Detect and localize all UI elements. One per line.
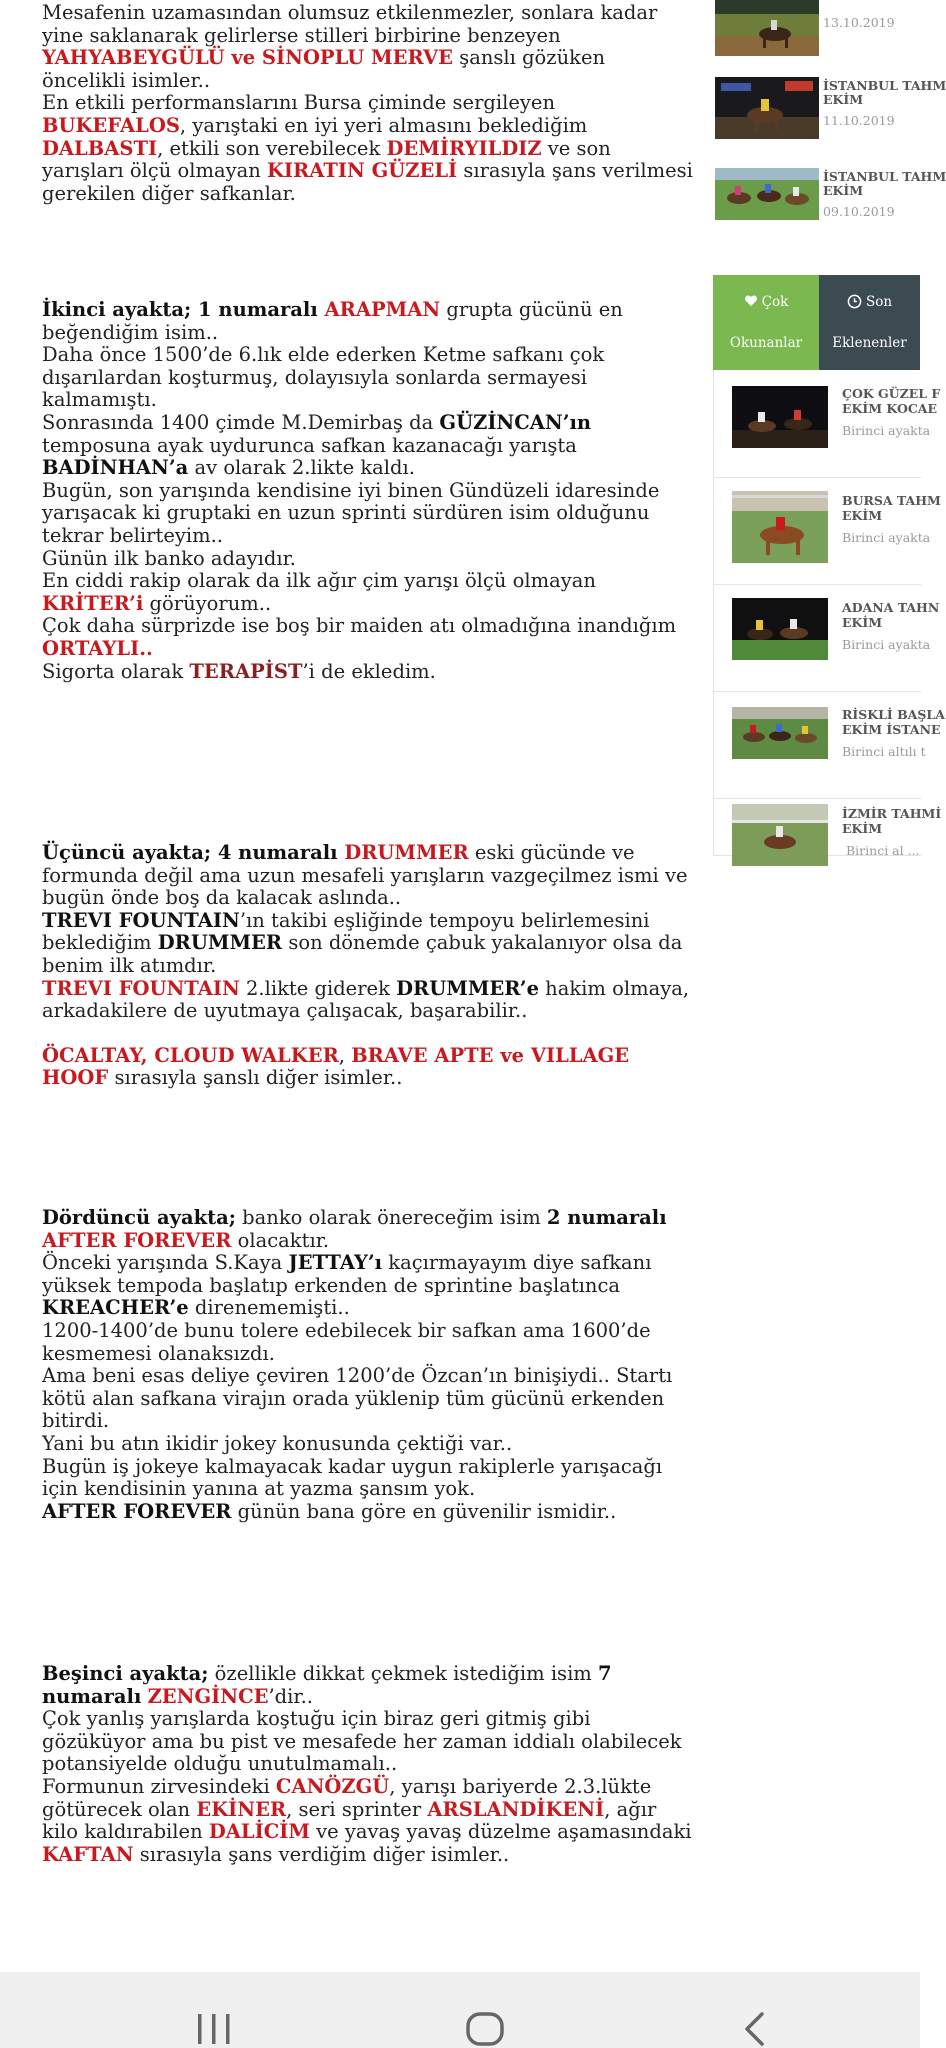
paragraph: Ama beni esas deliye çeviren 1200’de Özcan’ın binişiydi.. Startı kötü alan safkana virajın orada yüklenip tüm gücünü erkenden bitirdi. bbox=[42, 1364, 673, 1433]
horse-name: TREVI FOUNTAIN bbox=[42, 976, 240, 1000]
horse-name: BUKEFALOS bbox=[42, 113, 180, 137]
news-date: 11.10.2019 bbox=[823, 113, 895, 128]
news-date: 13.10.2019 bbox=[823, 15, 895, 30]
paragraph: Yani bu atın ikidir jokey konusunda çektiği var.. bbox=[42, 1431, 513, 1455]
tab-latest[interactable] bbox=[819, 275, 920, 370]
horse-name: ZENGİNCE bbox=[147, 1684, 269, 1708]
leg-4-section bbox=[42, 1207, 694, 1523]
leg-5-section bbox=[42, 1663, 694, 1866]
list-summary: Birinci ayakta bbox=[842, 423, 931, 438]
horse-name: DRUMMER bbox=[344, 841, 469, 864]
popular-list bbox=[713, 370, 945, 858]
list-item[interactable] bbox=[714, 798, 942, 858]
horse-name: ORTAYLI.. bbox=[42, 636, 153, 660]
paragraph: Çok daha sürprizde ise boş bir maiden atı olmadığına inandığım ORTAYLI.. bbox=[42, 614, 677, 660]
back-icon[interactable] bbox=[742, 2012, 766, 2046]
news-title[interactable]: İSTANBUL TAHM EKİM bbox=[823, 169, 946, 198]
list-thumbnail[interactable] bbox=[732, 598, 828, 660]
tab-latest-label-2: Eklenenler bbox=[832, 335, 907, 351]
horse-name: CANÖZGÜ bbox=[275, 1774, 390, 1798]
paragraph: Dördüncü ayakta; banko olarak önereceğim isim 2 numaralı AFTER FOREVER olacaktır. bbox=[42, 1206, 667, 1252]
paragraph: ÖCALTAY, CLOUD WALKER, BRAVE APTE ve VILLAGE HOOF sırasıyla şanslı diğer isimler.. bbox=[42, 1043, 630, 1090]
tab-most-read-label: Çok bbox=[761, 294, 789, 310]
horse-name: ARSLANDİKENİ bbox=[427, 1797, 605, 1821]
horse-name: AFTER FOREVER bbox=[42, 1228, 232, 1252]
sidebar-news-item[interactable] bbox=[713, 77, 946, 147]
list-thumbnail[interactable] bbox=[732, 386, 828, 448]
list-thumbnail[interactable] bbox=[732, 491, 828, 563]
tab-most-read[interactable] bbox=[713, 275, 819, 370]
list-item[interactable] bbox=[714, 691, 945, 799]
leg-3-section bbox=[42, 842, 694, 1090]
horse-name: ÖCALTAY, CLOUD WALKER bbox=[42, 1043, 339, 1067]
horse-name: DEMİRYILDIZ bbox=[386, 136, 542, 160]
paragraph: Çok yanlış yarışlarda koştuğu için biraz geri gitmiş gibi gözüküyor ama bu pist ve mesafede her zaman iddialı olabilecek potansiyelde olduğu unutulmamalı.. bbox=[42, 1707, 682, 1776]
sidebar-news-item[interactable] bbox=[713, 0, 920, 70]
paragraph: Sigorta olarak TERAPİST’i de ekledim. bbox=[42, 659, 436, 683]
paragraph: Önceki yarışında S.Kaya JETTAY’ı kaçırmayayım diye safkanı yüksek tempoda başlatıp erkenden de sprintine başlatınca KREACHER’e direnememişti.. bbox=[42, 1251, 652, 1320]
news-thumbnail[interactable] bbox=[715, 0, 819, 56]
horse-name: KAFTAN bbox=[42, 1842, 134, 1866]
paragraph: Üçüncü ayakta; 4 numaralı DRUMMER eski gücünde ve formunda değil ama uzun mesafeli yarışların vazgeçilmez ismi ve bugün önde boş da kalacak aslında.. bbox=[42, 841, 688, 910]
leg-2-section bbox=[42, 299, 694, 683]
tab-most-read-label-2: Okunanlar bbox=[729, 335, 803, 351]
paragraph: İkinci ayakta; 1 numaralı ARAPMAN grupta gücünü en beğendiğim isim.. bbox=[42, 298, 623, 344]
news-title[interactable]: İSTANBUL TAHM EKİM bbox=[823, 78, 946, 107]
paragraph: TREVI FOUNTAIN 2.likte giderek DRUMMER’e hakim olmaya, arkadakilere de uyutmaya çalışacak, başarabilir.. bbox=[42, 976, 690, 1023]
tab-latest-label: Son bbox=[865, 294, 893, 310]
paragraph: Beşinci ayakta; özellikle dikkat çekmek istediğim isim 7 numaralı ZENGİNCE’dir.. bbox=[42, 1662, 612, 1708]
list-summary: Birinci altılı t bbox=[842, 744, 926, 759]
list-title[interactable]: ADANA TAHN EKİM bbox=[842, 600, 940, 630]
paragraph: TREVI FOUNTAIN’ın takibi eşliğinde tempoyu belirlemesini beklediğim DRUMMER son dönemde çabuk yakalanıyor olsa da benim ilk atımdır. bbox=[42, 908, 683, 977]
news-thumbnail[interactable] bbox=[715, 168, 819, 220]
paragraph: En etkili performanslarını Bursa çiminde sergileyen BUKEFALOS, yarıştaki en iyi yeri almasını beklediğim DALBASTI, etkili son verebilecek DEMİRYILDIZ ve son yarışları ölçü olmayan KIRATIN GÜZELİ sırasıyla şans verilmesi gerekilen diğer safkanlar. bbox=[42, 91, 693, 205]
horse-name: TERAPİST bbox=[189, 659, 303, 683]
horse-name: EKİNER bbox=[196, 1797, 287, 1821]
list-item[interactable] bbox=[714, 584, 940, 692]
paragraph: 1200-1400’de bunu tolere edebilecek bir safkan ama 1600’de kesmemesi olanaksızdı. bbox=[42, 1318, 651, 1365]
paragraph: AFTER FOREVER günün bana göre en güvenilir ismidir.. bbox=[42, 1499, 617, 1523]
paragraph: Daha önce 1500’de 6.lık elde ederken Ketme safkanı çok dışarılardan koşturmuş, dolayısıyla sonlarda sermayesi kalmamıştı. bbox=[42, 343, 605, 412]
horse-name: BRAVE APTE ve VILLAGE HOOF bbox=[42, 1043, 630, 1090]
paragraph: En ciddi rakip olarak da ilk ağır çim yarışı ölçü olmayan KRİTER’i görüyorum.. bbox=[42, 569, 596, 615]
list-summary: Birinci ayakta bbox=[842, 637, 931, 652]
list-title[interactable]: İZMİR TAHMİ EKİM bbox=[842, 806, 942, 836]
list-thumbnail[interactable] bbox=[732, 707, 828, 759]
list-summary: Birinci al ... bbox=[846, 843, 920, 858]
paragraph: Bugün, son yarışında kendisine iyi binen Gündüzeli idaresinde yarışacak ki gruptaki en uzun sprinti sürdüren isim olduğunu tekrar belirteyim.. bbox=[42, 478, 660, 547]
paragraph: Günün ilk banko adayıdır. bbox=[42, 546, 297, 570]
list-summary: Birinci ayakta bbox=[842, 530, 931, 545]
sidebar-news-item[interactable] bbox=[713, 168, 946, 238]
paragraph: Bugün iş jokeye kalmayacak kadar uygun rakiplerle yarışacağı için kendisinin yanına at yazma şansım yok. bbox=[42, 1454, 663, 1501]
paragraph: Sonrasında 1400 çimde M.Demirbaş da GÜZİNCAN’ın temposuna ayak uydurunca safkan kazanacağı yarışta BADİNHAN’a av olarak 2.likte kaldı. bbox=[42, 410, 592, 480]
list-title[interactable]: ÇOK GÜZEL F EKİM KOCAE bbox=[842, 386, 941, 416]
horse-name: DALBASTI bbox=[42, 136, 158, 160]
horse-name: KRİTER’i bbox=[42, 591, 144, 615]
horse-name: ARAPMAN bbox=[324, 298, 441, 321]
horse-name: DALİCİM bbox=[208, 1820, 310, 1844]
article-intro bbox=[42, 2, 694, 205]
recent-apps-icon[interactable] bbox=[196, 2014, 232, 2044]
news-date: 09.10.2019 bbox=[823, 204, 895, 219]
paragraph: Formunun zirvesindeki CANÖZGÜ, yarışı bariyerde 2.3.lükte götürecek olan EKİNER, seri sprinter ARSLANDİKENİ, ağır kilo kaldırabilen DALİCİM ve yavaş yavaş düzelme aşamasındaki KAFTAN sırasıyla şans verdiğim diğer isimler.. bbox=[42, 1774, 692, 1866]
horse-name: YAHYABEYGÜLÜ ve SİNOPLU MERVE bbox=[42, 46, 453, 70]
list-item[interactable] bbox=[714, 370, 941, 478]
sidebar-tabs bbox=[713, 275, 920, 370]
news-thumbnail[interactable] bbox=[715, 77, 819, 139]
system-nav-bar bbox=[0, 1972, 920, 2048]
heart-icon bbox=[744, 295, 758, 307]
list-title[interactable]: BURSA TAHM EKİM bbox=[842, 493, 941, 523]
home-icon[interactable] bbox=[466, 2012, 504, 2046]
list-item[interactable] bbox=[714, 477, 941, 585]
list-title[interactable]: RİSKLİ BAŞLA EKİM İSTANE bbox=[842, 707, 945, 737]
clock-icon bbox=[847, 294, 862, 309]
horse-name: KIRATIN GÜZELİ bbox=[266, 159, 458, 183]
paragraph: Mesafenin uzamasından olumsuz etkilenmezler, sonlara kadar yine saklanarak gelirlerse stilleri birbirine benzeyen YAHYABEYGÜLÜ ve SİNOPLU MERVE şanslı gözüken öncelikli isimler.. bbox=[42, 1, 658, 92]
list-thumbnail[interactable] bbox=[732, 804, 828, 866]
